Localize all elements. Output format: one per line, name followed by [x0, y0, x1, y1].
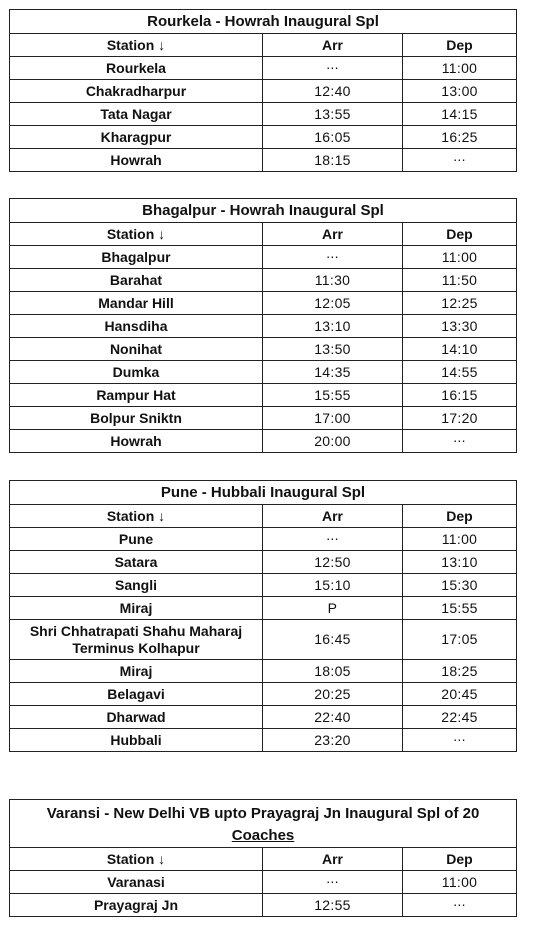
dep-time: 20:45	[403, 683, 517, 706]
table-row	[10, 620, 517, 660]
dep-time: ...	[403, 729, 517, 752]
dep-time: 11:00	[403, 57, 517, 80]
arr-time: 12:50	[263, 551, 403, 574]
dep-time: 18:25	[403, 660, 517, 683]
station-name: Sangli	[10, 574, 263, 597]
station-name: Howrah	[10, 149, 263, 172]
station-header: Station ↓	[10, 223, 263, 246]
station-name: Satara	[10, 551, 263, 574]
table-title: Pune - Hubbali Inaugural Spl	[10, 481, 517, 505]
station-name: Mandar Hill	[10, 292, 263, 315]
header-row	[10, 34, 517, 57]
station-name: Chakradharpur	[10, 80, 263, 103]
station-name: Kharagpur	[10, 126, 263, 149]
dep-time: 17:05	[403, 620, 517, 660]
station-name: Shri Chhatrapati Shahu Maharaj Terminus Kolhapur	[10, 620, 263, 660]
arr-time: 18:15	[263, 149, 403, 172]
table-title: Bhagalpur - Howrah Inaugural Spl	[10, 199, 517, 223]
table-row	[10, 894, 517, 917]
station-name: Barahat	[10, 269, 263, 292]
arr-time: ...	[263, 528, 403, 551]
table-title: Rourkela - Howrah Inaugural Spl	[10, 10, 517, 34]
station-name: Hubbali	[10, 729, 263, 752]
arr-time: ...	[263, 871, 403, 894]
table-row	[10, 574, 517, 597]
table-row	[10, 660, 517, 683]
arr-time: ...	[263, 57, 403, 80]
station-name: Varanasi	[10, 871, 263, 894]
dep-time: 11:00	[403, 528, 517, 551]
arr-time: ...	[263, 246, 403, 269]
station-header: Station ↓	[10, 848, 263, 871]
station-header: Station ↓	[10, 34, 263, 57]
arr-time: 12:55	[263, 894, 403, 917]
dep-time: ...	[403, 430, 517, 453]
station-name: Rourkela	[10, 57, 263, 80]
dep-time: 14:10	[403, 338, 517, 361]
arr-time: 14:35	[263, 361, 403, 384]
arr-time: 18:05	[263, 660, 403, 683]
dep-time: 13:30	[403, 315, 517, 338]
station-name: Dumka	[10, 361, 263, 384]
timetable-bhagalpur-howrah	[9, 198, 517, 453]
arr-time: 13:10	[263, 315, 403, 338]
dep-time: 11:00	[403, 871, 517, 894]
table-row	[10, 407, 517, 430]
table-row	[10, 729, 517, 752]
station-name: Miraj	[10, 597, 263, 620]
table-row	[10, 269, 517, 292]
table-title-line: Coaches	[231, 827, 295, 844]
arr-time: 15:10	[263, 574, 403, 597]
table-row	[10, 361, 517, 384]
table-row	[10, 706, 517, 729]
timetable-rourkela-howrah	[9, 9, 517, 172]
table-row	[10, 103, 517, 126]
table-row	[10, 338, 517, 361]
dep-header: Dep	[403, 505, 517, 528]
arr-time: 23:20	[263, 729, 403, 752]
station-name: Bhagalpur	[10, 246, 263, 269]
station-name: Pune	[10, 528, 263, 551]
table-row	[10, 292, 517, 315]
station-name: Hansdiha	[10, 315, 263, 338]
arr-header: Arr	[263, 505, 403, 528]
dep-time: 11:00	[403, 246, 517, 269]
dep-time: ...	[403, 894, 517, 917]
table-row	[10, 597, 517, 620]
station-name: Prayagraj Jn	[10, 894, 263, 917]
station-name: Bolpur Sniktn	[10, 407, 263, 430]
arr-header: Arr	[263, 34, 403, 57]
arr-time: 20:00	[263, 430, 403, 453]
table-title	[10, 800, 517, 848]
table-row	[10, 384, 517, 407]
dep-time: 17:20	[403, 407, 517, 430]
arr-time: 22:40	[263, 706, 403, 729]
table-title-line: Varansi - New Delhi VB upto Prayagraj Jn Inaugural Spl of 20	[46, 805, 480, 822]
table-row	[10, 57, 517, 80]
timetable-pune-hubbali	[9, 480, 517, 752]
arr-header: Arr	[263, 223, 403, 246]
arr-time: 16:45	[263, 620, 403, 660]
dep-time: 22:45	[403, 706, 517, 729]
table-row	[10, 315, 517, 338]
arr-time: 16:05	[263, 126, 403, 149]
dep-time: ...	[403, 149, 517, 172]
arr-time: 12:05	[263, 292, 403, 315]
table-row	[10, 683, 517, 706]
dep-time: 12:25	[403, 292, 517, 315]
table-row	[10, 430, 517, 453]
dep-time: 16:15	[403, 384, 517, 407]
dep-time: 14:15	[403, 103, 517, 126]
table-row	[10, 80, 517, 103]
dep-header: Dep	[403, 848, 517, 871]
station-name: Miraj	[10, 660, 263, 683]
table-row	[10, 246, 517, 269]
timetable-varanasi-prayagraj	[9, 799, 517, 917]
table-row	[10, 551, 517, 574]
station-header: Station ↓	[10, 505, 263, 528]
dep-time: 14:55	[403, 361, 517, 384]
station-name: Howrah	[10, 430, 263, 453]
station-name: Dharwad	[10, 706, 263, 729]
table-row	[10, 149, 517, 172]
station-name: Tata Nagar	[10, 103, 263, 126]
arr-time: 13:55	[263, 103, 403, 126]
table-row	[10, 126, 517, 149]
arr-time: P	[263, 597, 403, 620]
table-row	[10, 871, 517, 894]
arr-header: Arr	[263, 848, 403, 871]
station-name: Belagavi	[10, 683, 263, 706]
arr-time: 17:00	[263, 407, 403, 430]
header-row	[10, 848, 517, 871]
header-row	[10, 505, 517, 528]
arr-time: 12:40	[263, 80, 403, 103]
dep-time: 15:30	[403, 574, 517, 597]
dep-header: Dep	[403, 34, 517, 57]
dep-time: 15:55	[403, 597, 517, 620]
dep-time: 16:25	[403, 126, 517, 149]
header-row	[10, 223, 517, 246]
dep-time: 13:10	[403, 551, 517, 574]
arr-time: 13:50	[263, 338, 403, 361]
arr-time: 15:55	[263, 384, 403, 407]
dep-header: Dep	[403, 223, 517, 246]
dep-time: 13:00	[403, 80, 517, 103]
arr-time: 11:30	[263, 269, 403, 292]
arr-time: 20:25	[263, 683, 403, 706]
table-row	[10, 528, 517, 551]
station-name: Nonihat	[10, 338, 263, 361]
dep-time: 11:50	[403, 269, 517, 292]
station-name: Rampur Hat	[10, 384, 263, 407]
